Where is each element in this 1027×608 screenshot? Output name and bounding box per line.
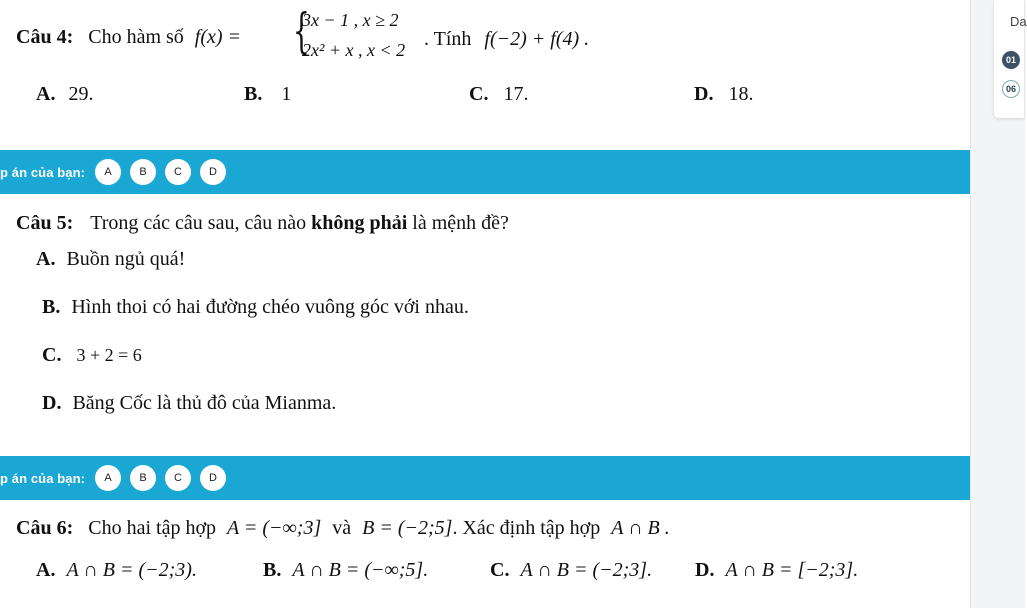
- q4-option-b: B. 1: [244, 83, 292, 105]
- sidebar-heading: Da: [1010, 14, 1027, 29]
- q4-expr: f(−2) + f(4) .: [484, 28, 590, 50]
- q4-option-a: A. 29.: [36, 83, 94, 105]
- answer-bar-label: p án của bạn:: [0, 470, 86, 486]
- q4-option-c: C. 17.: [469, 83, 529, 105]
- q6-option-c: C. A ∩ B = (−2;3].: [490, 559, 653, 581]
- q5-option-d: D. Băng Cốc là thủ đô của Mianma.: [42, 392, 337, 414]
- q6-option-a: A. A ∩ B = (−2;3).: [36, 559, 197, 581]
- answer-choice-b[interactable]: B: [130, 159, 156, 185]
- q5-number: Câu 5:: [16, 212, 74, 234]
- q5-option-b: B. Hình thoi có hai đường chéo vuông góc với nhau.: [42, 296, 469, 318]
- q4-option-d: D. 18.: [694, 83, 754, 105]
- q4-header: [16, 27, 241, 47]
- answer-choice-d[interactable]: D: [200, 465, 226, 491]
- q5-option-c: C. 3 + 2 = 6: [42, 344, 142, 366]
- q4-suffix: . Tính: [424, 28, 472, 50]
- q5-header: Câu 5: Trong các câu sau, câu nào không phải là mệnh đề?: [16, 212, 509, 234]
- answer-choice-c[interactable]: C: [165, 159, 191, 185]
- answer-bar-label: p án của bạn:: [0, 164, 86, 180]
- q4-piece-1: 3x − 1 , x ≥ 2: [302, 10, 399, 30]
- answer-bar-1: [0, 150, 970, 194]
- q6-option-b: B. A ∩ B = (−∞;5].: [263, 559, 429, 581]
- q6-number: Câu 6:: [16, 517, 74, 539]
- answer-choice-a[interactable]: A: [95, 159, 121, 185]
- q4-tail: [424, 29, 589, 49]
- q4-number: Câu 4:: [16, 26, 74, 48]
- answer-choice-c[interactable]: C: [165, 465, 191, 491]
- q4-piece-2: 2x² + x , x < 2: [302, 40, 406, 60]
- q4-text: Cho hàm số: [88, 26, 184, 48]
- question-nav-item-01[interactable]: 01: [1002, 51, 1020, 69]
- q4-brace: {: [293, 3, 310, 59]
- answer-bar-2: [0, 456, 970, 500]
- q4-func-name: f(x) =: [194, 26, 242, 48]
- answer-choice-a[interactable]: A: [95, 465, 121, 491]
- q6-option-d: D. A ∩ B = [−2;3].: [695, 559, 859, 581]
- q5-option-a: A. Buồn ngủ quá!: [36, 248, 186, 270]
- q6-header: Câu 6: Cho hai tập hợp A = (−∞;3] và B = (−2;5]. Xác định tập hợp A ∩ B .: [16, 517, 670, 539]
- answer-choice-b[interactable]: B: [130, 465, 156, 491]
- answer-choice-d[interactable]: D: [200, 159, 226, 185]
- question-nav-item-06[interactable]: 06: [1002, 80, 1020, 98]
